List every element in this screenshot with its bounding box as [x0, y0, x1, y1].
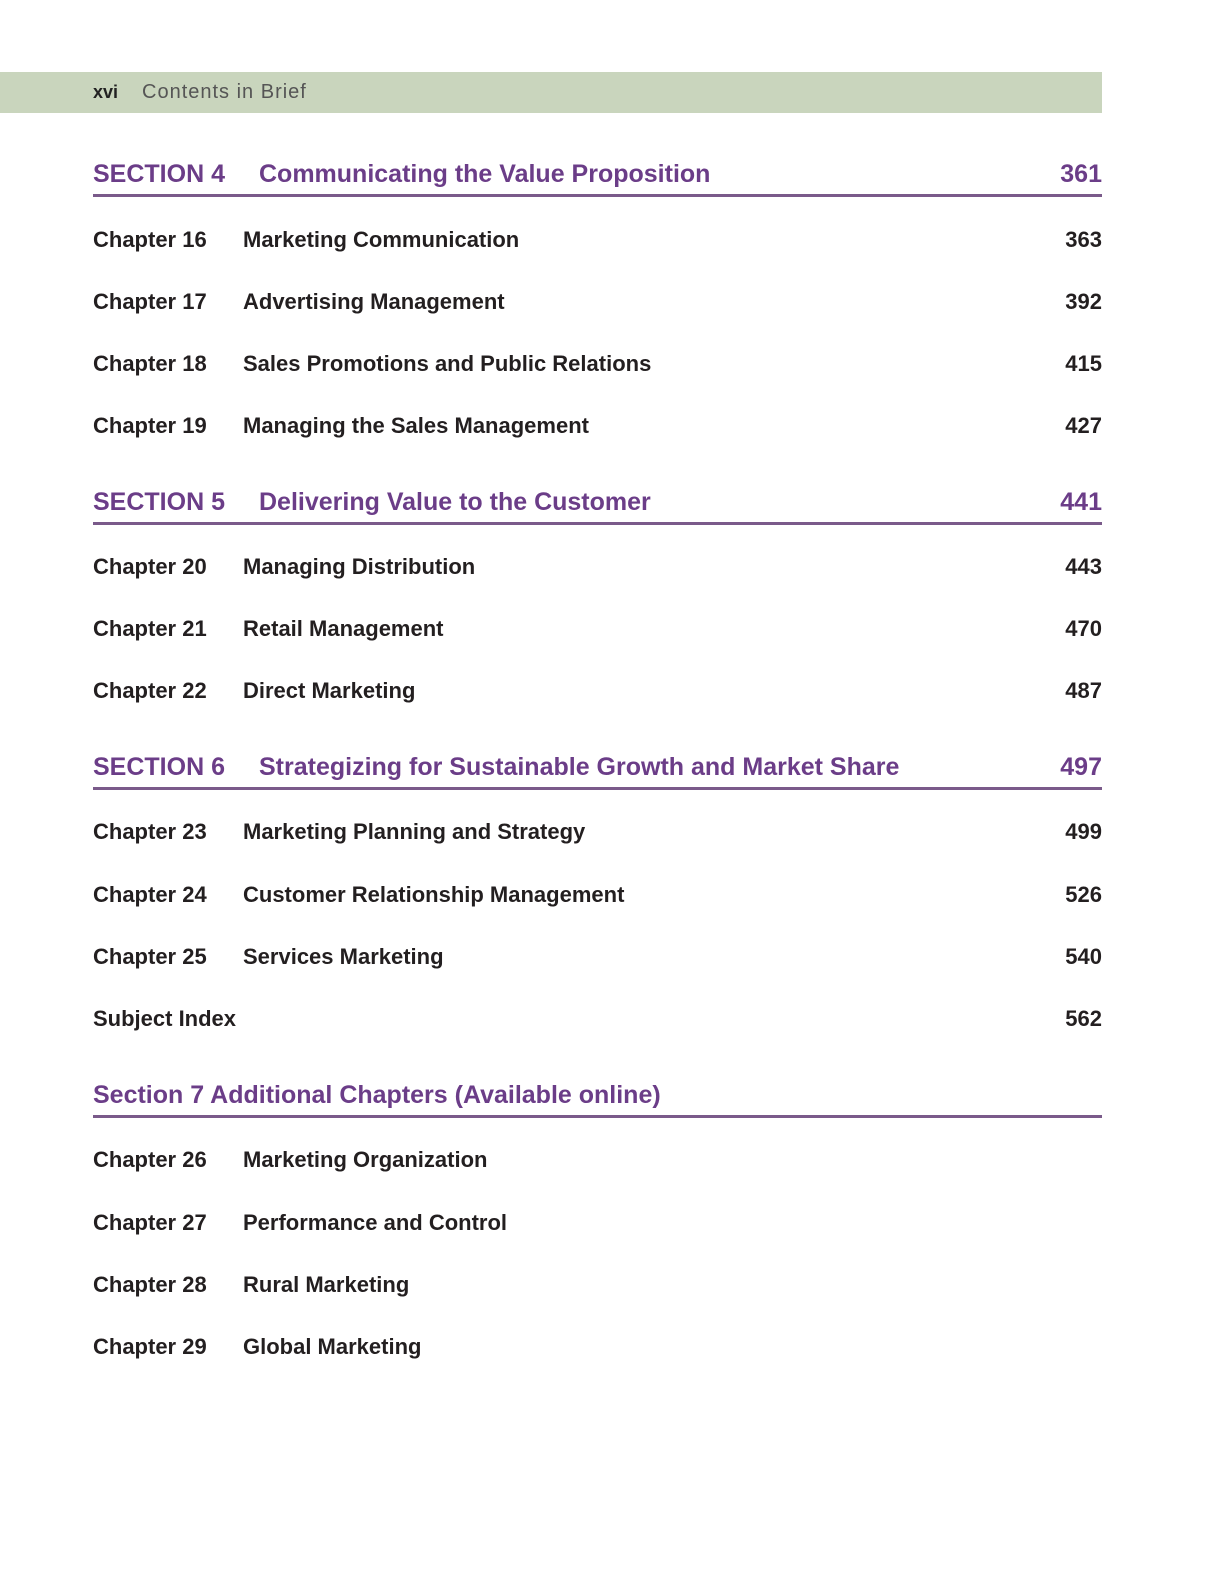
section-heading-5[interactable] [93, 488, 1102, 525]
chapter-label: Chapter 20 [93, 554, 207, 579]
section-title: Strategizing for Sustainable Growth and Market Share [259, 753, 900, 781]
toc-entry[interactable] [93, 351, 1102, 381]
chapter-title: Direct Marketing [243, 678, 416, 703]
page-number: xvi [93, 82, 119, 102]
section-heading-4[interactable] [93, 160, 1102, 197]
chapter-page: 540 [1065, 944, 1102, 969]
toc-entry[interactable] [93, 616, 1102, 646]
chapter-label: Chapter 17 [93, 289, 207, 314]
chapter-title: Marketing Organization [243, 1147, 488, 1172]
section-page: 497 [1060, 753, 1102, 781]
chapter-title: Marketing Planning and Strategy [243, 819, 586, 844]
chapter-page: 415 [1065, 351, 1102, 376]
chapter-label: Chapter 27 [93, 1210, 207, 1235]
chapter-title: Global Marketing [243, 1334, 422, 1359]
section-heading-6[interactable] [93, 753, 1102, 790]
chapter-label: Chapter 23 [93, 819, 207, 844]
chapter-page: 487 [1065, 678, 1102, 703]
section-label: SECTION 4 [93, 160, 225, 188]
section-title: Section 7 Additional Chapters (Available online) [93, 1081, 661, 1109]
toc-entry[interactable] [93, 1147, 1102, 1177]
chapter-label: Chapter 29 [93, 1334, 207, 1359]
subject-index-entry[interactable] [93, 1006, 1102, 1036]
toc-entry[interactable] [93, 413, 1102, 443]
section-heading-7[interactable] [93, 1081, 1102, 1118]
toc-entry[interactable] [93, 678, 1102, 708]
chapter-title: Managing the Sales Management [243, 413, 589, 438]
chapter-page: 443 [1065, 554, 1102, 579]
section-title: Delivering Value to the Customer [259, 488, 651, 516]
toc-entry[interactable] [93, 227, 1102, 257]
toc-entry[interactable] [93, 1210, 1102, 1240]
chapter-label: Chapter 19 [93, 413, 207, 438]
toc-entry[interactable] [93, 1334, 1102, 1364]
chapter-title: Marketing Communication [243, 227, 520, 252]
toc-entry[interactable] [93, 882, 1102, 912]
subject-index-title: Subject Index [93, 1006, 237, 1031]
chapter-title: Performance and Control [243, 1210, 508, 1235]
section-page: 441 [1060, 488, 1102, 516]
chapter-title: Managing Distribution [243, 554, 476, 579]
chapter-label: Chapter 28 [93, 1272, 207, 1297]
section-page: 361 [1060, 160, 1102, 188]
chapter-title: Rural Marketing [243, 1272, 410, 1297]
section-label: SECTION 6 [93, 753, 225, 781]
chapter-page: 526 [1065, 882, 1102, 907]
chapter-page: 427 [1065, 413, 1102, 438]
chapter-page: 470 [1065, 616, 1102, 641]
chapter-page: 363 [1065, 227, 1102, 252]
toc-entry[interactable] [93, 944, 1102, 974]
toc-entry[interactable] [93, 554, 1102, 584]
chapter-page: 392 [1065, 289, 1102, 314]
chapter-title: Advertising Management [243, 289, 505, 314]
chapter-label: Chapter 26 [93, 1147, 207, 1172]
chapter-label: Chapter 16 [93, 227, 207, 252]
toc-entry[interactable] [93, 1272, 1102, 1302]
section-title: Communicating the Value Proposition [259, 160, 711, 188]
chapter-label: Chapter 25 [93, 944, 207, 969]
chapter-title: Retail Management [243, 616, 444, 641]
chapter-label: Chapter 24 [93, 882, 207, 907]
chapter-title: Customer Relationship Management [243, 882, 625, 907]
subject-index-page: 562 [1065, 1006, 1102, 1031]
section-label: SECTION 5 [93, 488, 225, 516]
chapter-label: Chapter 18 [93, 351, 207, 376]
chapter-page: 499 [1065, 819, 1102, 844]
running-head: Contents in Brief [142, 81, 307, 103]
chapter-label: Chapter 21 [93, 616, 207, 641]
toc-entry[interactable] [93, 289, 1102, 319]
toc-entry[interactable] [93, 819, 1102, 849]
chapter-title: Services Marketing [243, 944, 444, 969]
chapter-title: Sales Promotions and Public Relations [243, 351, 652, 376]
chapter-label: Chapter 22 [93, 678, 207, 703]
